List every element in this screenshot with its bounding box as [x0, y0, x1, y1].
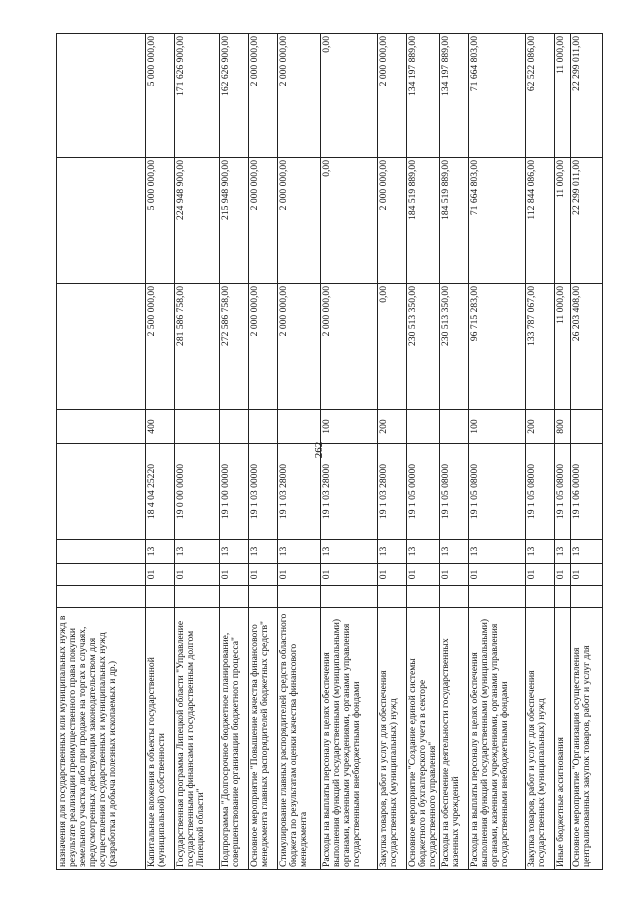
amount-year-2: 2 000 000,00 [249, 158, 278, 284]
row-name: Основное мероприятие "Повышение качества финансового менеджмента главных распорядителей бюджетных средств" [249, 608, 278, 870]
subsection-code [57, 540, 146, 564]
section-code: 01 [220, 564, 249, 586]
table-row [378, 34, 407, 870]
expense-type-code: 800 [555, 410, 571, 444]
amount-year-3: 0,00 [321, 34, 378, 158]
page-number: 262 [313, 441, 325, 459]
amount-year-2: 112 844 086,00 [526, 158, 555, 284]
target-article-code: 19 1 03 28000 [378, 444, 407, 540]
amount-year-1: 230 513 350,00 [407, 284, 440, 410]
amount-year-1: 2 500 000,00 [146, 284, 175, 410]
section-code: 01 [278, 564, 321, 586]
row-name: Капитальные вложения в объекты государственной (муниципальной) собственности [146, 608, 175, 870]
subsection-code: 13 [175, 540, 220, 564]
amount-year-2: 224 948 900,00 [175, 158, 220, 284]
amount-year-2: 71 664 803,00 [469, 158, 526, 284]
section-code: 01 [175, 564, 220, 586]
section-code: 01 [555, 564, 571, 586]
table-row [175, 34, 220, 870]
section-code: 01 [249, 564, 278, 586]
amount-year-1: 281 586 758,00 [175, 284, 220, 410]
row-name: назначения для государственных или муниципальных нужд в результате реализации преимущественного права покупки земельного участка либо при продаже на торгах в случаях, предусмотренных действующим законодательством для осуществления государственных и муниципальных нужд (разработка и добыча полезных ископаемых и др.) [57, 608, 146, 870]
expense-type-code: 100 [469, 410, 526, 444]
row-name: Подпрограмма "Долгосрочное бюджетное планирование, совершенствование организации бюджетного процесса" [220, 608, 249, 870]
subsection-code: 13 [321, 540, 378, 564]
row-name: Основное мероприятие "Организация осуществления централизованных закупок товаров, работ и услуг для [571, 608, 603, 870]
row-name: Государственная программа Липецкой области "Управление государственными финансами и государственным долгом Липецкой области" [175, 608, 220, 870]
target-article-code: 19 1 03 00000 [249, 444, 278, 540]
amount-year-3: 2 000 000,00 [249, 34, 278, 158]
amount-year-3: 2 000 000,00 [378, 34, 407, 158]
amount-year-2: 215 948 900,00 [220, 158, 249, 284]
section-code: 01 [526, 564, 555, 586]
row-name: Расходы на выплаты персоналу в целях обеспечения выполнения функций государственными (муниципальными) органами, казенными учреждениями, органами управления государственными внебюджетными фондами [469, 608, 526, 870]
row-name: Закупка товаров, работ и услуг для обеспечения государственных (муниципальных) нужд [378, 608, 407, 870]
table-row [571, 34, 603, 870]
target-article-code: 18 4 04 25220 [146, 444, 175, 540]
table-row [249, 34, 278, 870]
table-row [555, 34, 571, 870]
row-name: Закупка товаров, работ и услуг для обеспечения государственных (муниципальных) нужд [526, 608, 555, 870]
expense-type-code [57, 410, 146, 444]
amount-year-2: 184 519 889,00 [440, 158, 469, 284]
rotated-table-frame [56, 34, 593, 870]
target-article-code: 19 1 05 08000 [526, 444, 555, 540]
amount-year-3: 171 626 900,00 [175, 34, 220, 158]
expense-type-code: 200 [378, 410, 407, 444]
row-name: Стимулирование главных распорядителей средств областного бюджета по результатам оценки качества финансового менеджмента [278, 608, 321, 870]
section-code: 01 [407, 564, 440, 586]
target-article-code: 19 1 05 00000 [407, 444, 440, 540]
expense-type-code [440, 410, 469, 444]
target-article-code: 19 1 03 28000 [278, 444, 321, 540]
ministry-code [146, 586, 175, 608]
table-row [407, 34, 440, 870]
amount-year-1: 2 000 000,00 [249, 284, 278, 410]
budget-table [56, 33, 603, 870]
ministry-code [249, 586, 278, 608]
subsection-code: 13 [571, 540, 603, 564]
section-code: 01 [378, 564, 407, 586]
table-row [469, 34, 526, 870]
expense-type-code [175, 410, 220, 444]
ministry-code [278, 586, 321, 608]
target-article-code: 19 1 06 00000 [571, 444, 603, 540]
ministry-code [321, 586, 378, 608]
ministry-code [220, 586, 249, 608]
row-name: Расходы на выплаты персоналу в целях обеспечения выполнения функций государственными (муниципальными) органами, казенными учреждениями, органами управления государственными внебюджетными фондами [321, 608, 378, 870]
target-article-code: 19 1 05 08000 [469, 444, 526, 540]
amount-year-1: 2 000 000,00 [321, 284, 378, 410]
section-code [57, 564, 146, 586]
amount-year-3: 62 522 086,00 [526, 34, 555, 158]
expense-type-code [407, 410, 440, 444]
amount-year-2: 11 000,00 [555, 158, 571, 284]
amount-year-2: 184 519 889,00 [407, 158, 440, 284]
subsection-code: 13 [469, 540, 526, 564]
expense-type-code: 100 [321, 410, 378, 444]
subsection-code: 13 [278, 540, 321, 564]
subsection-code: 13 [555, 540, 571, 564]
amount-year-3: 71 664 803,00 [469, 34, 526, 158]
ministry-code [571, 586, 603, 608]
amount-year-1: 272 586 758,00 [220, 284, 249, 410]
section-code: 01 [469, 564, 526, 586]
amount-year-3: 162 626 900,00 [220, 34, 249, 158]
target-article-code: 19 1 00 00000 [220, 444, 249, 540]
section-code: 01 [440, 564, 469, 586]
target-article-code: 19 1 05 08000 [555, 444, 571, 540]
section-code: 01 [571, 564, 603, 586]
table-row [278, 34, 321, 870]
amount-year-2: 22 299 011,00 [571, 158, 603, 284]
target-article-code: 19 1 05 08000 [440, 444, 469, 540]
ministry-code [57, 586, 146, 608]
ministry-code [175, 586, 220, 608]
ministry-code [555, 586, 571, 608]
ministry-code [440, 586, 469, 608]
amount-year-3: 22 299 011,00 [571, 34, 603, 158]
amount-year-2: 5 000 000,00 [146, 158, 175, 284]
amount-year-2: 0,00 [321, 158, 378, 284]
amount-year-1: 230 513 350,00 [440, 284, 469, 410]
expense-type-code [278, 410, 321, 444]
section-code: 01 [321, 564, 378, 586]
amount-year-1: 11 000,00 [555, 284, 571, 410]
expense-type-code [571, 410, 603, 444]
subsection-code: 13 [220, 540, 249, 564]
rotated-table-content [56, 34, 593, 870]
expense-type-code: 400 [146, 410, 175, 444]
ministry-code [469, 586, 526, 608]
amount-year-1: 0,00 [378, 284, 407, 410]
amount-year-3: 134 197 889,00 [407, 34, 440, 158]
amount-year-2: 2 000 000,00 [278, 158, 321, 284]
ministry-code [526, 586, 555, 608]
row-name: Основное мероприятие "Создание единой системы бюджетного и бухгалтерского учета в секторе государственного управления" [407, 608, 440, 870]
amount-year-3: 5 000 000,00 [146, 34, 175, 158]
expense-type-code: 200 [526, 410, 555, 444]
subsection-code: 13 [146, 540, 175, 564]
table-row [57, 34, 146, 870]
amount-year-3: 2 000 000,00 [278, 34, 321, 158]
amount-year-3: 134 197 889,00 [440, 34, 469, 158]
ministry-code [378, 586, 407, 608]
target-article-code: 19 1 03 28000 [321, 444, 378, 540]
table-row [321, 34, 378, 870]
subsection-code: 13 [407, 540, 440, 564]
amount-year-2: 2 000 000,00 [378, 158, 407, 284]
subsection-code: 13 [440, 540, 469, 564]
expense-type-code [220, 410, 249, 444]
amount-year-1: 2 000 000,00 [278, 284, 321, 410]
subsection-code: 13 [378, 540, 407, 564]
amount-year-3: 11 000,00 [555, 34, 571, 158]
ministry-code [407, 586, 440, 608]
subsection-code: 13 [249, 540, 278, 564]
budget-table-body [57, 34, 603, 870]
table-row [220, 34, 249, 870]
amount-year-2 [57, 158, 146, 284]
expense-type-code [249, 410, 278, 444]
table-row [440, 34, 469, 870]
section-code: 01 [146, 564, 175, 586]
row-name: Расходы на обеспечение деятельности государственных казенных учреждений [440, 608, 469, 870]
subsection-code: 13 [526, 540, 555, 564]
amount-year-3 [57, 34, 146, 158]
amount-year-1 [57, 284, 146, 410]
target-article-code: 19 0 00 00000 [175, 444, 220, 540]
amount-year-1: 26 203 408,00 [571, 284, 603, 410]
table-row [146, 34, 175, 870]
amount-year-1: 133 787 067,00 [526, 284, 555, 410]
row-name: Иные бюджетные ассигнования [555, 608, 571, 870]
amount-year-1: 96 715 283,00 [469, 284, 526, 410]
table-row [526, 34, 555, 870]
target-article-code [57, 444, 146, 540]
